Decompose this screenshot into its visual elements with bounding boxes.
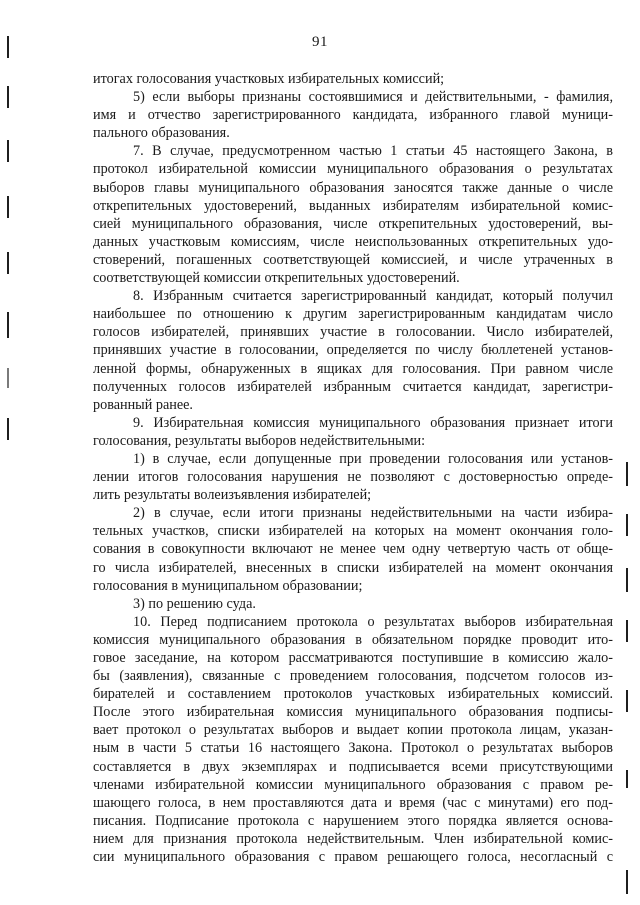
text-line: протокол избирательной комиссии муниципального образования о результатах [93,161,613,178]
right-margin-mark [626,870,628,894]
text-line: ным в части 5 статьи 16 настоящего Закона. Протокол о результатах выборов [93,740,613,757]
left-margin-mark [7,418,9,440]
left-margin-mark [7,140,9,162]
right-margin-mark [626,690,628,712]
text-line: лить результаты волеизъявления избирателей; [93,487,372,504]
text-line: сией муниципального образования, числе открепительных удостоверений, вы- [93,215,613,232]
right-margin-mark [626,568,628,592]
text-line: бирателей и составлением протоколов участковых избирательных комиссий. [93,686,613,703]
text-line: говое заседание, на котором рассматриваются поступившие в комиссию жало- [93,650,613,666]
text-line: нием для признания протокола недействительным. Член избирательной комис- [93,830,613,847]
text-line: шающего голоса, в нем проставляются дата и время (час с минутами) его под- [93,794,613,811]
left-margin-mark [7,368,9,388]
text-line: тельных участков, списки избирателей на которых на момент окончания голо- [93,523,613,540]
text-line: 9. Избирательная комиссия муниципального образования признает итоги [133,414,613,431]
left-margin-mark [7,312,9,338]
text-line: открепительных удостоверений, выданных избирателям избирательной комис- [93,197,613,214]
text-line: членами избирательной комиссии муниципального образования с правом ре- [93,776,613,793]
right-margin-mark [626,514,628,536]
text-line: вает протокол о результатах выборов и выдает копии протокола лицам, указан- [93,722,613,739]
text-line: бы (заявления), связанные с проведением голосования, подсчетом голосов из- [93,668,613,685]
text-line: 7. В случае, предусмотренном частью 1 статьи 45 настоящего Закона, в [133,143,613,160]
left-margin-mark [7,36,9,58]
text-line: соответствующей комиссии открепительных удостоверений. [93,270,460,287]
text-line: составляется в двух экземплярах и подписывается всеми присутствующими [93,758,613,775]
text-line: пального образования. [93,125,230,142]
right-margin-mark [626,770,628,788]
body-text [93,70,613,866]
text-line: 5) если выборы признаны состоявшимися и действительными, - фамилия, [133,89,613,106]
right-margin-mark [626,462,628,486]
text-line: имя и отчество зарегистрированного кандидата, избранного главой муници- [93,107,613,124]
text-line: го числа избирателей, внесенных в списки избирателей на момент окончания [93,559,613,576]
text-line: полученных голосов избирателей избранным считается кандидат, зарегистри- [93,378,613,395]
text-line: принявших участие в голосовании, определяется по числу бюллетеней установ- [93,342,613,359]
text-line: 3) по решению суда. [133,595,256,612]
text-line: голосования, результаты выборов недействительными: [93,432,426,449]
left-margin-mark [7,252,9,274]
text-line: ленной формы, обнаруженных в ящиках для голосования. При равном числе [93,360,613,377]
text-line: данных участковым комиссиям, числе неиспользованных открепительных удо- [93,233,613,250]
text-line: голосов избирателей, принявших участие в голосовании. Число избирателей, [93,324,613,341]
text-line: После этого избирательная комиссия муниципального образования подписы- [93,704,613,721]
text-line: комиссия муниципального образования в обязательном порядке проводит ито- [93,631,613,648]
text-line: рованный ранее. [93,396,193,413]
left-margin-mark [7,196,9,218]
text-line: сования в совокупности включают не менее чем одну четвертую часть от обще- [93,541,613,558]
text-line: лении итогов голосования нарушения не позволяют с достоверностью опреде- [93,469,613,486]
left-margin-mark [7,86,9,108]
text-line: 8. Избранным считается зарегистрированный кандидат, который получил [133,288,613,305]
text-line: голосования в муниципальном образовании; [93,577,363,594]
text-line: сии муниципального образования с правом решающего голоса, несогласный с [93,849,613,866]
text-line: итогах голосования участковых избирательных комиссий; [93,71,445,87]
right-margin-mark [626,620,628,642]
text-line: 2) в случае, если итоги признаны недействительными на части избира- [133,505,613,522]
text-line: наибольшее по отношению к другим зарегистрированным кандидатам число [93,306,613,323]
text-line: стоверений, погашенных соответствующей комиссией, и числе утраченных в [93,251,613,268]
text-line: писания. Подписание протокола с нарушением этого порядка является основа- [93,812,613,829]
page-number: 91 [312,34,328,50]
text-line: 10. Перед подписанием протокола о результатах выборов избирательная [133,613,613,630]
text-line: выборов главы муниципального образования заносятся также данные о числе [93,179,613,196]
text-line: 1) в случае, если допущенные при проведении голосования или установ- [133,450,613,467]
